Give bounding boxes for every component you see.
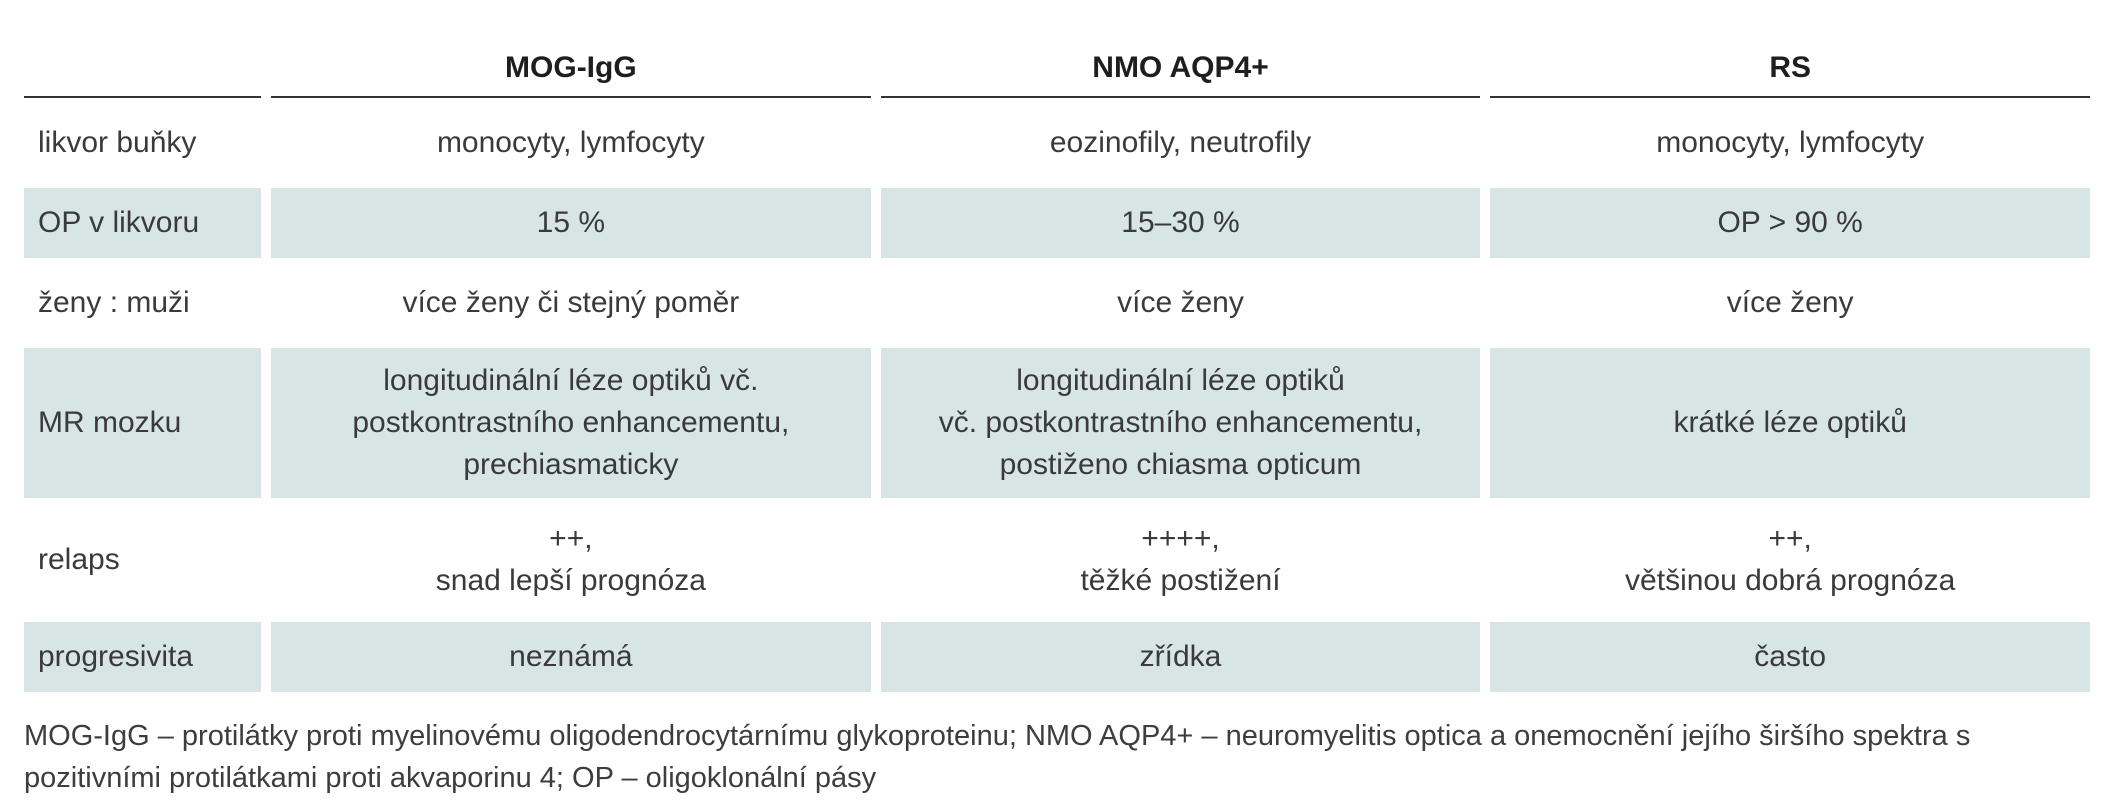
- cell-text: vč. postkontrastního enhancementu,: [938, 406, 1423, 439]
- cell-rs: [1490, 622, 2090, 692]
- cell-rs: [1490, 108, 2090, 178]
- table-row-zeny-muzi: [24, 268, 2090, 338]
- cell-text: ++,: [1768, 522, 1812, 555]
- row-label: ženy : muži: [38, 286, 190, 319]
- cell-text: OP > 90 %: [1717, 206, 1863, 239]
- header-nmo-aqp4: NMO AQP4+: [881, 40, 1481, 98]
- cell-text: prechiasmaticky: [463, 448, 679, 481]
- row-label: MR mozku: [24, 348, 261, 498]
- cell-rs: [1490, 348, 2090, 498]
- cell-text: ++,: [549, 522, 593, 555]
- row-label: likvor buňky: [38, 126, 197, 159]
- table-row-mr-mozku: [24, 348, 2090, 498]
- table-row-likvor-bunky: [24, 108, 2090, 178]
- table-footnote: MOG-IgG – protilátky proti myelinovému oligodendrocytárnímu glykoproteinu; NMO AQP4+ – neuromyelitis optica a onemocnění jejího širšího spektra s pozitivními protilátkami proti akvaporinu 4; OP – oligoklonální pásy: [24, 720, 1971, 794]
- cell-nmo-aqp4: [881, 268, 1481, 338]
- cell-text: snad lepší prognóza: [435, 564, 706, 597]
- cell-text: 15 %: [536, 206, 606, 239]
- row-label: progresivita: [24, 622, 261, 692]
- cell-nmo-aqp4: [881, 188, 1481, 258]
- cell-mog-igg: [271, 188, 871, 258]
- cell-text: zřídka: [1139, 640, 1222, 673]
- cell-rs: [1490, 508, 2090, 612]
- cell-text: longitudinální léze optiků vč.: [383, 364, 759, 397]
- cell-rs: [1490, 188, 2090, 258]
- cell-nmo-aqp4: [881, 508, 1481, 612]
- cell-text: více ženy: [1726, 286, 1854, 319]
- cell-mog-igg: [271, 108, 871, 178]
- row-label: OP v likvoru: [24, 188, 261, 258]
- header-mog-igg: MOG-IgG: [271, 40, 871, 98]
- cell-text: postiženo chiasma opticum: [999, 448, 1362, 481]
- cell-text: většinou dobrá prognóza: [1625, 564, 1956, 597]
- cell-nmo-aqp4: [881, 622, 1481, 692]
- comparison-table: [14, 40, 2100, 692]
- header-rs: RS: [1490, 40, 2090, 98]
- table-row-relaps: [24, 508, 2090, 612]
- cell-text: monocyty, lymfocyty: [1656, 126, 1925, 159]
- cell-text: eozinofily, neutrofily: [1049, 126, 1312, 159]
- table-row-progresivita: [24, 622, 2090, 692]
- cell-mog-igg: [271, 268, 871, 338]
- cell-rs: [1490, 268, 2090, 338]
- cell-text: těžké postižení: [1080, 564, 1281, 597]
- row-label: relaps: [38, 543, 120, 576]
- table-header-row: [24, 40, 2090, 98]
- cell-text: neznámá: [509, 640, 633, 673]
- cell-mog-igg: [271, 348, 871, 498]
- cell-mog-igg: [271, 622, 871, 692]
- comparison-table-wrapper: [24, 40, 2090, 692]
- cell-text: 15–30 %: [1121, 206, 1240, 239]
- cell-mog-igg: [271, 508, 871, 612]
- cell-text: krátké léze optiků: [1673, 406, 1907, 439]
- cell-nmo-aqp4: [881, 348, 1481, 498]
- cell-nmo-aqp4: [881, 108, 1481, 178]
- header-blank-cell: [24, 40, 261, 98]
- table-row-op-v-likvoru: [24, 188, 2090, 258]
- cell-text: často: [1754, 640, 1827, 673]
- cell-text: monocyty, lymfocyty: [436, 126, 705, 159]
- cell-text: longitudinální léze optiků: [1016, 364, 1345, 397]
- cell-text: ++++,: [1141, 522, 1220, 555]
- cell-text: více ženy: [1117, 286, 1244, 319]
- cell-text: postkontrastního enhancementu,: [352, 406, 790, 439]
- cell-text: více ženy či stejný poměr: [402, 286, 740, 319]
